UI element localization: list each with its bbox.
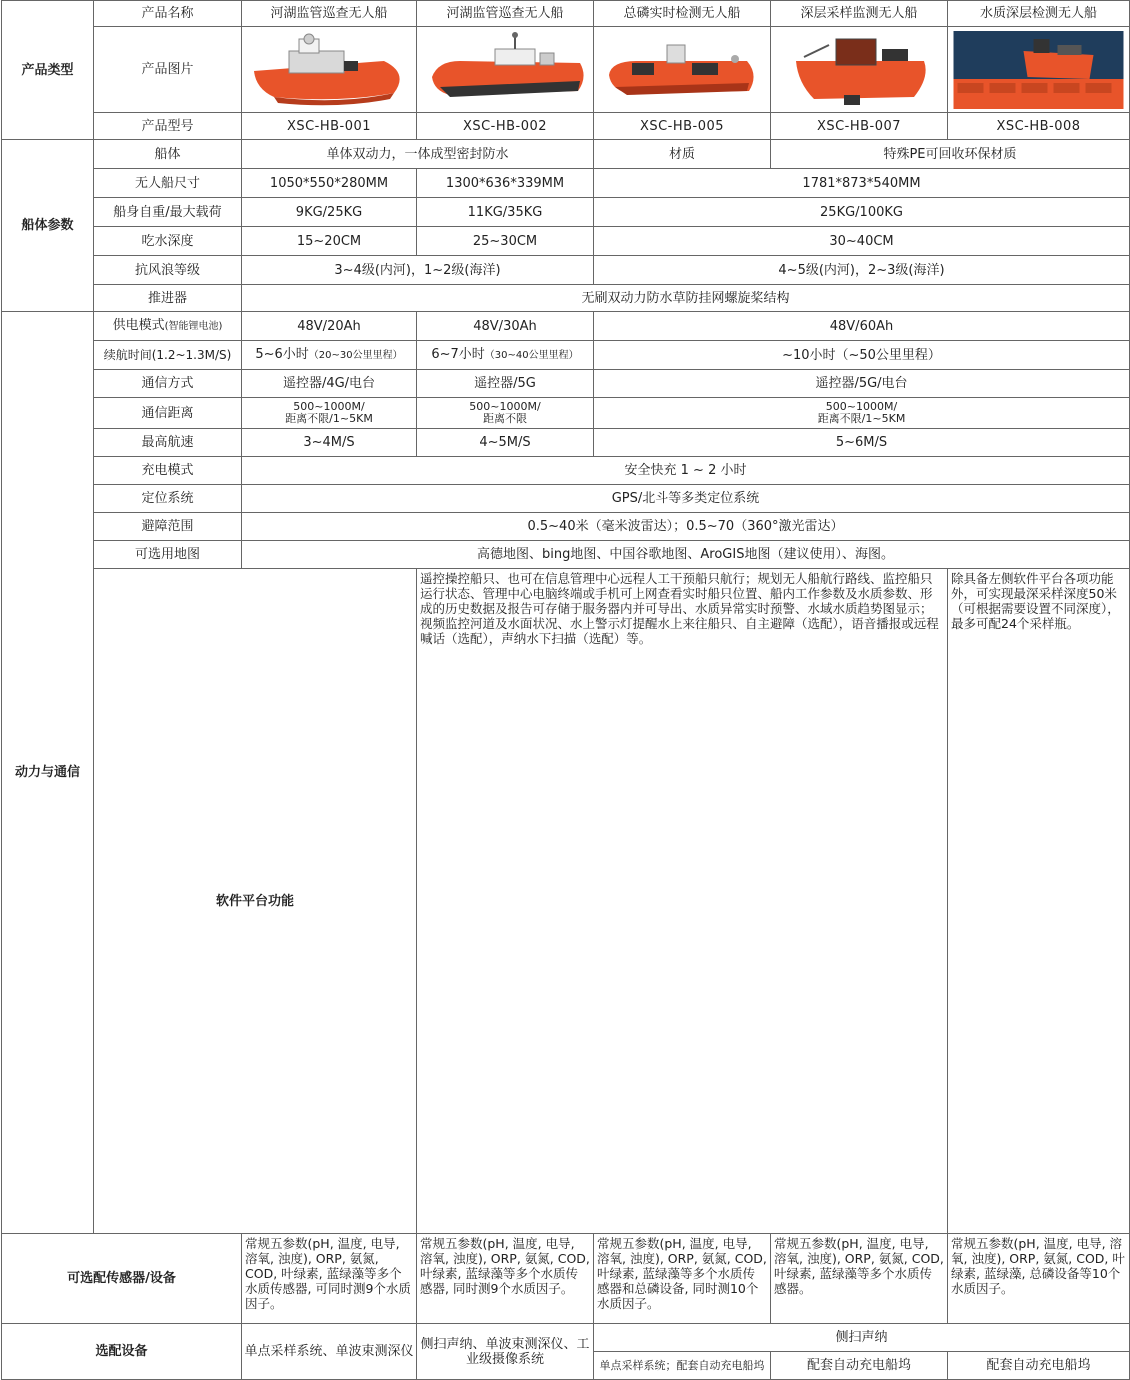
product-image-5	[948, 27, 1130, 113]
comm-dist-3	[594, 398, 1130, 429]
endurance-3-main: ~10小时	[782, 347, 836, 363]
label-draft: 吃水深度	[94, 227, 242, 256]
label-maps: 可选用地图	[94, 541, 242, 569]
sensors-1: 常规五参数(pH, 温度, 电导, 溶氧, 浊度), ORP, 氨氮, COD, 叶绿素, 蓝绿藻等多个水质传感器, 可同时测9个水质因子。	[242, 1234, 417, 1324]
options-001: 单点采样系统、单波束测深仪	[242, 1324, 417, 1380]
product-model-4: XSC-HB-007	[771, 113, 948, 140]
product-image-4	[771, 27, 948, 113]
weight-1: 9KG/25KG	[242, 198, 417, 227]
label-hull: 船体	[94, 140, 242, 169]
row-charge	[2, 457, 1130, 485]
label-weight: 船身自重/最大载荷	[94, 198, 242, 227]
product-name-2: 河湖监管巡查无人船	[417, 1, 594, 27]
endurance-1	[242, 341, 417, 370]
product-image-2	[417, 27, 594, 113]
size-2: 1300*636*339MM	[417, 169, 594, 198]
product-model-5: XSC-HB-008	[948, 113, 1130, 140]
label-speed: 最高航速	[94, 429, 242, 457]
boat-image-1	[244, 31, 414, 109]
row-comm-dist	[2, 398, 1130, 429]
comm-dist-1	[242, 398, 417, 429]
options-005: 单点采样系统；配套自动充电船坞	[594, 1352, 771, 1380]
cat-options: 选配设备	[2, 1324, 242, 1380]
endurance-3-sub: （~50公里里程）	[835, 347, 941, 363]
comm-dist-3-l1: 500~1000M/	[825, 400, 898, 413]
endurance-1-sub: （20~30公里里程）	[308, 350, 403, 361]
cat-sensors: 可选配传感器/设备	[2, 1234, 242, 1324]
product-name-5: 水质深层检测无人船	[948, 1, 1130, 27]
row-name	[2, 1, 1130, 27]
label-power-note: (智能锂电池)	[164, 321, 223, 332]
row-propeller	[2, 285, 1130, 312]
endurance-2	[417, 341, 594, 370]
row-power	[2, 312, 1130, 341]
product-name-3: 总磷实时检测无人船	[594, 1, 771, 27]
label-model: 产品型号	[94, 113, 242, 140]
speed-2: 4~5M/S	[417, 429, 594, 457]
options-008: 配套自动充电船坞	[948, 1352, 1130, 1380]
row-options-top	[2, 1324, 1130, 1352]
product-image-3	[594, 27, 771, 113]
label-comm: 通信方式	[94, 370, 242, 398]
sensors-2: 常规五参数(pH, 温度, 电导, 溶氧, 浊度), ORP, 氨氮, COD, 叶绿素, 蓝绿藻等多个水质传感器, 同时测9个水质因子。	[417, 1234, 594, 1324]
row-hull	[2, 140, 1130, 169]
row-position	[2, 485, 1130, 513]
comm-3: 遥控器/5G/电台	[594, 370, 1130, 398]
row-size	[2, 169, 1130, 198]
cat-power-comm: 动力与通信	[2, 312, 94, 1234]
label-power-main: 供电模式	[112, 318, 165, 333]
comm-dist-2	[417, 398, 594, 429]
label-propeller: 推进器	[94, 285, 242, 312]
propeller-value: 无刷双动力防水草防挂网螺旋桨结构	[242, 285, 1130, 312]
label-endurance: 续航时间(1.2~1.3M/S)	[94, 341, 242, 370]
comm-dist-2-l1: 500~1000M/	[469, 400, 541, 413]
draft-2: 25~30CM	[417, 227, 594, 256]
wave-2: 4~5级(内河)，2~3级(海洋)	[594, 256, 1130, 285]
size-3: 1781*873*540MM	[594, 169, 1130, 198]
spec-table	[1, 0, 1130, 1380]
endurance-2-sub: （30~40公里里程）	[484, 350, 579, 361]
hull-structure: 单体双动力，一体成型密封防水	[242, 140, 594, 169]
weight-3: 25KG/100KG	[594, 198, 1130, 227]
row-draft	[2, 227, 1130, 256]
cat-hull-params: 船体参数	[2, 140, 94, 312]
endurance-3	[594, 341, 1130, 370]
position-value: GPS/北斗等多类定位系统	[242, 485, 1130, 513]
row-model	[2, 113, 1130, 140]
software-007: 除具备左侧软件平台各项功能外，可实现最深采样深度50米（可根据需要设置不同深度），最多可配24个采样瓶。	[948, 569, 1130, 1234]
comm-2: 遥控器/5G	[417, 370, 594, 398]
product-model-3: XSC-HB-005	[594, 113, 771, 140]
power-1: 48V/20Ah	[242, 312, 417, 341]
product-model-1: XSC-HB-001	[242, 113, 417, 140]
comm-dist-3-l2: 距离不限/1~5KM	[817, 412, 906, 425]
label-position: 定位系统	[94, 485, 242, 513]
size-1: 1050*550*280MM	[242, 169, 417, 198]
software-main: 遥控操控船只、也可在信息管理中心远程人工干预船只航行；规划无人船航行路线、监控船只运行状态、管理中心电脑终端或手机可上网查看实时船只位置、船内工作参数及水质参数、形成的历史数据及报告可存储于服务器内并可导出、水质异常实时预警、水域水质趋势图显示；视频监控河道及水面状况、水上警示灯提醒水上来往船只、自主避障（选配），语音播报或远程喊话（选配），声纳水下扫描（选配）等。	[417, 569, 948, 1234]
row-software	[2, 569, 1130, 1234]
product-model-2: XSC-HB-002	[417, 113, 594, 140]
options-007: 配套自动充电船坞	[771, 1352, 948, 1380]
cat-software: 软件平台功能	[94, 569, 417, 1234]
comm-dist-1-l1: 500~1000M/	[293, 400, 365, 413]
row-maps	[2, 541, 1130, 569]
row-speed	[2, 429, 1130, 457]
avoid-value: 0.5~40米（毫米波雷达）；0.5~70（360°激光雷达）	[242, 513, 1130, 541]
row-weight	[2, 198, 1130, 227]
sensors-4: 常规五参数(pH, 温度, 电导, 溶氧, 浊度), ORP, 氨氮, COD, 叶绿素, 蓝绿藻等多个水质传感器。	[771, 1234, 948, 1324]
row-sensors	[2, 1234, 1130, 1324]
boat-image-4	[773, 31, 945, 109]
options-002: 侧扫声纳、单波束测深仪、工业级摄像系统	[417, 1324, 594, 1380]
comm-dist-1-l2: 距离不限/1~5KM	[285, 412, 373, 425]
wave-1: 3~4级(内河)，1~2级(海洋)	[242, 256, 594, 285]
speed-1: 3~4M/S	[242, 429, 417, 457]
label-charge: 充电模式	[94, 457, 242, 485]
maps-value: 高德地图、bing地图、中国谷歌地图、AroGIS地图（建议使用）、海图。	[242, 541, 1130, 569]
draft-3: 30~40CM	[594, 227, 1130, 256]
row-wave	[2, 256, 1130, 285]
material-value: 特殊PE可回收环保材质	[771, 140, 1130, 169]
options-shared: 侧扫声纳	[594, 1324, 1130, 1352]
product-name-4: 深层采样监测无人船	[771, 1, 948, 27]
label-avoid: 避障范围	[94, 513, 242, 541]
row-image	[2, 27, 1130, 113]
row-comm	[2, 370, 1130, 398]
row-endurance	[2, 341, 1130, 370]
weight-2: 11KG/35KG	[417, 198, 594, 227]
power-3: 48V/60Ah	[594, 312, 1130, 341]
label-power	[94, 312, 242, 341]
product-image-1	[242, 27, 417, 113]
label-image: 产品图片	[94, 27, 242, 113]
boat-image-2	[419, 31, 591, 109]
boat-image-3	[596, 31, 768, 109]
power-2: 48V/30Ah	[417, 312, 594, 341]
charge-value: 安全快充 1 ~ 2 小时	[242, 457, 1130, 485]
boat-image-5	[950, 31, 1127, 109]
sensors-5: 常规五参数(pH, 温度, 电导, 溶氧, 浊度), ORP, 氨氮, COD, 叶绿素, 蓝绿藻, 总磷设备等10个水质因子。	[948, 1234, 1130, 1324]
draft-1: 15~20CM	[242, 227, 417, 256]
row-avoid	[2, 513, 1130, 541]
label-comm-dist: 通信距离	[94, 398, 242, 429]
material-label: 材质	[594, 140, 771, 169]
product-name-1: 河湖监管巡查无人船	[242, 1, 417, 27]
endurance-1-main: 5~6小时	[255, 347, 309, 362]
comm-1: 遥控器/4G/电台	[242, 370, 417, 398]
speed-3: 5~6M/S	[594, 429, 1130, 457]
sensors-3: 常规五参数(pH, 温度, 电导, 溶氧, 浊度), ORP, 氨氮, COD, 叶绿素, 蓝绿藻等多个水质传感器和总磷设备, 同时测10个水质因子。	[594, 1234, 771, 1324]
label-name: 产品名称	[94, 1, 242, 27]
comm-dist-2-l2: 距离不限	[483, 412, 527, 425]
cat-product-type: 产品类型	[2, 1, 94, 140]
label-wave: 抗风浪等级	[94, 256, 242, 285]
endurance-2-main: 6~7小时	[431, 347, 485, 362]
label-size: 无人船尺寸	[94, 169, 242, 198]
